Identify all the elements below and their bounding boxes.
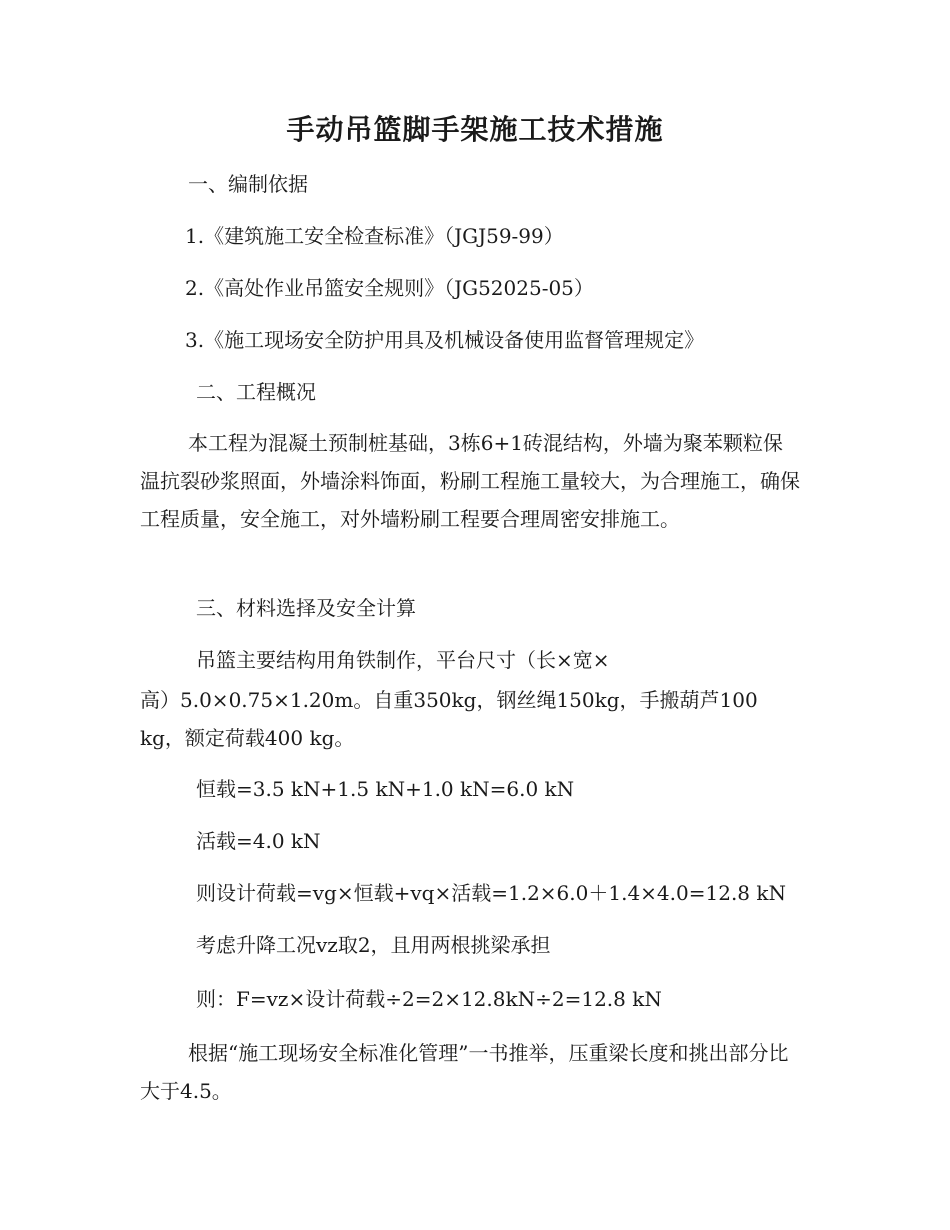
reference-item-3: 3.《施工现场安全防护用具及机械设备使用监督管理规定》 <box>185 328 705 352</box>
document-title: 手动吊篮脚手架施工技术措施 <box>286 113 664 146</box>
material-text-line-3: kg，额定荷载400 kg。 <box>140 726 355 750</box>
force-formula: 则：F=vz×设计荷载÷2=2×12.8kN÷2=12.8 kN <box>196 987 662 1011</box>
live-load-formula: 活载=4.0 kN <box>196 829 321 853</box>
section-heading-overview: 二、工程概况 <box>196 380 316 404</box>
section-heading-materials: 三、材料选择及安全计算 <box>196 596 416 620</box>
overview-paragraph: 本工程为混凝土预制桩基础，3栋6+1砖混结构，外墙为聚苯颗粒保温抗裂砂浆照面，外墙涂料饰面，粉刷工程施工量较大，为合理施工，确保工程质量，安全施工，对外墙粉刷工程要合理周密安排施工。 <box>140 431 800 531</box>
reference-item-1: 1.《建筑施工安全检查标准》（JGJ59-99） <box>185 224 564 248</box>
material-text-line-1: 吊篮主要结构用角铁制作，平台尺寸（长×宽× <box>196 648 610 672</box>
reference-item-2: 2.《高处作业吊篮安全规则》（JG52025-05） <box>185 276 594 300</box>
lifting-condition-note: 考虑升降工况vz取2，且用两根挑梁承担 <box>196 933 551 957</box>
material-text-line-2: 高）5.0×0.75×1.20m。自重350kg，钢丝绳150kg，手搬葫芦100 <box>140 688 758 712</box>
dead-load-formula: 恒载=3.5 kN+1.5 kN+1.0 kN=6.0 kN <box>196 777 575 801</box>
section-heading-basis: 一、编制依据 <box>188 172 308 196</box>
design-load-formula: 则设计荷载=vg×恒载+vq×活载=1.2×6.0＋1.4×4.0=12.8 kN <box>196 881 786 905</box>
final-paragraph: 根据“施工现场安全标准化管理”一书推举，压重梁长度和挑出部分比大于4.5。 <box>140 1041 789 1103</box>
